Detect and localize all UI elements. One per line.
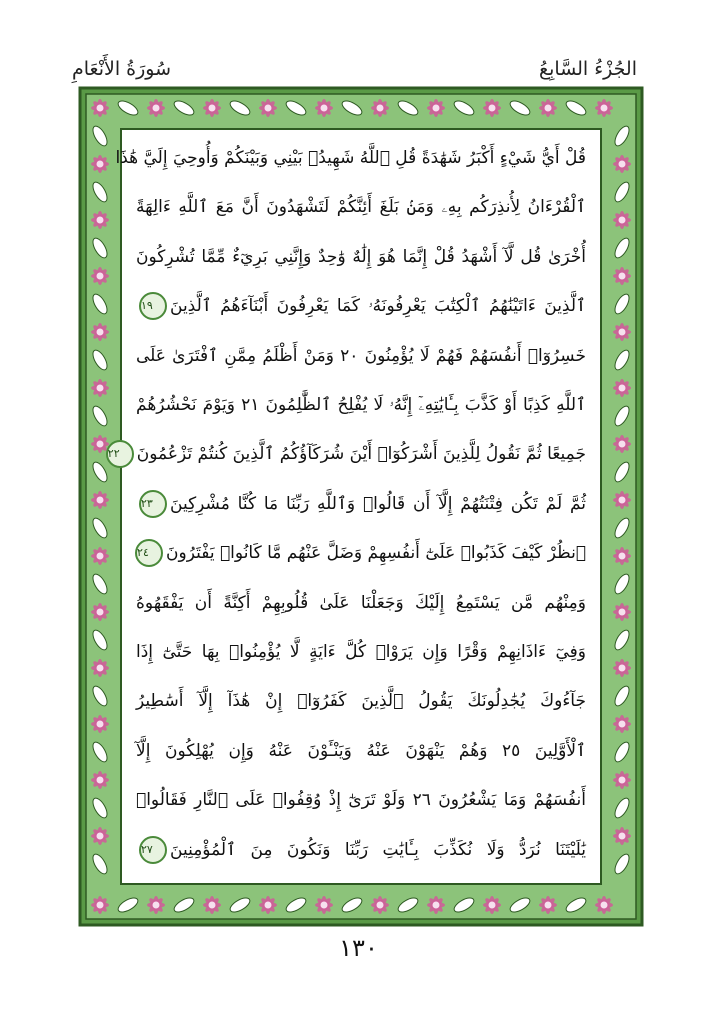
flower-ornament xyxy=(613,379,631,397)
flower-ornament xyxy=(91,603,109,621)
verse-text: جَآءُوكَ يُجَٰدِلُونَكَ يَقُولُ ٱلَّذِينَ كَفَرُوٓا۟ إِنْ هَٰذَآ إِلَّآ أَسَٰطِيرُ xyxy=(136,691,586,712)
flower-ornament xyxy=(427,99,445,117)
verse-text: أَنفُسَهُمْ وَمَا يَشْعُرُونَ ٢٦ وَلَوْ تَرَىٰٓ إِذْ وُقِفُوا۟ عَلَى ٱلنَّارِ فَقَالُوا۟ xyxy=(136,790,586,811)
verse-line xyxy=(136,826,586,874)
verse-text: وَمِنْهُم مَّن يَسْتَمِعُ إِلَيْكَ وَجَعَلْنَا عَلَىٰ قُلُوبِهِمْ أَكِنَّةً أَن يَفْقَهُوهُ xyxy=(136,592,586,613)
flower-ornament xyxy=(315,99,333,117)
verse-text: يَٰلَيْتَنَا نُرَدُّ وَلَا نُكَذِّبَ بِـَٔايَٰتِ رَبِّنَا وَنَكُونَ مِنَ ٱلْمُؤْمِنِينَ xyxy=(170,839,586,860)
flower-ornament xyxy=(613,547,631,565)
flower-ornament xyxy=(203,99,221,117)
flower-ornament xyxy=(613,827,631,845)
flower-ornament xyxy=(613,323,631,341)
flower-ornament xyxy=(91,99,109,117)
verse-text: ثُمَّ لَمْ تَكُن فِتْنَتُهُمْ إِلَّآ أَن قَالُوا۟ وَٱللَّهِ رَبِّنَا مَا كُنَّا مُشْرِكِينَ xyxy=(170,493,586,514)
text-panel xyxy=(107,128,602,885)
flower-ornament xyxy=(483,896,501,914)
flower-ornament xyxy=(613,435,631,453)
verse-text: ٱنظُرْ كَيْفَ كَذَبُوا۟ عَلَىٰٓ أَنفُسِهِمْ وَضَلَّ عَنْهُم مَّا كَانُوا۟ يَفْتَرُونَ xyxy=(166,543,586,564)
flower-ornament xyxy=(91,827,109,845)
verse-text: أُخْرَىٰ قُل لَّآ أَشْهَدُ قُلْ إِنَّمَا هُوَ إِلَٰهٌ وَٰحِدٌ وَإِنَّنِي بَرِيٓءٌ مِّمَّا تُشْرِكُونَ xyxy=(136,246,586,267)
verse-text: خَسِرُوٓا۟ أَنفُسَهُمْ فَهُمْ لَا يُؤْمِنُونَ ٢٠ وَمَنْ أَظْلَمُ مِمَّنِ ٱفْتَرَىٰ عَلَى xyxy=(136,345,586,366)
flower-ornament xyxy=(259,99,277,117)
verse-line xyxy=(136,282,586,330)
ayah-number-marker: ٢٢ xyxy=(106,440,134,468)
flower-ornament xyxy=(91,659,109,677)
verse-line xyxy=(136,183,586,231)
flower-ornament xyxy=(315,896,333,914)
flower-ornament xyxy=(91,323,109,341)
flower-ornament xyxy=(91,715,109,733)
verse-line xyxy=(136,233,586,281)
juz-name-header: الجُزْءُ السَّابِعُ xyxy=(539,58,637,80)
flower-ornament xyxy=(91,491,109,509)
flower-ornament xyxy=(613,603,631,621)
flower-ornament xyxy=(91,155,109,173)
flower-ornament xyxy=(91,771,109,789)
flower-ornament xyxy=(203,896,221,914)
flower-ornament xyxy=(91,547,109,565)
verse-text: ٱلَّذِينَ ءَاتَيْنَٰهُمُ ٱلْكِتَٰبَ يَعْرِفُونَهُۥ كَمَا يَعْرِفُونَ أَبْنَآءَهُمُ ٱلَّذِينَ xyxy=(170,296,586,317)
verse-text: ٱلْأَوَّلِينَ ٢٥ وَهُمْ يَنْهَوْنَ عَنْهُ وَيَنْـَٔوْنَ عَنْهُ وَإِن يُهْلِكُونَ إِلَّآ xyxy=(136,740,586,761)
flower-ornament xyxy=(613,155,631,173)
verse-text: ٱلْقُرْءَانُ لِأُنذِرَكُم بِهِۦ وَمَنۢ بَلَغَ أَئِنَّكُمْ لَتَشْهَدُونَ أَنَّ مَعَ ٱللَّهِ ءَالِهَةً xyxy=(136,197,586,218)
verse-line xyxy=(115,134,586,182)
flower-ornament xyxy=(595,99,613,117)
ayah-number-marker: ٢٧ xyxy=(139,836,167,864)
flower-ornament xyxy=(613,491,631,509)
flower-ornament xyxy=(613,771,631,789)
verse-line xyxy=(136,727,586,775)
verse-line xyxy=(136,480,586,528)
ayah-number-marker: ٢٤ xyxy=(135,539,163,567)
verse-line xyxy=(136,332,586,380)
verse-line xyxy=(136,381,586,429)
verse-text: قُلْ أَيُّ شَيْءٍ أَكْبَرُ شَهَٰدَةً قُلِ ٱللَّهُ شَهِيدُۢ بَيْنِي وَبَيْنَكُمْ وَأُوحِيَ إِلَيَّ هَٰذَا xyxy=(115,148,586,168)
verse-line xyxy=(136,579,586,627)
verse-line xyxy=(136,677,586,725)
page-number: ١٣٠ xyxy=(339,934,378,962)
ayah-number-marker: ٢٣ xyxy=(139,490,167,518)
flower-ornament xyxy=(91,267,109,285)
flower-ornament xyxy=(539,896,557,914)
flower-ornament xyxy=(91,896,109,914)
flower-ornament xyxy=(483,99,501,117)
flower-ornament xyxy=(595,896,613,914)
flower-ornament xyxy=(613,715,631,733)
flower-ornament xyxy=(539,99,557,117)
flower-ornament xyxy=(91,379,109,397)
verse-line xyxy=(107,430,586,478)
verse-line xyxy=(136,529,586,577)
flower-ornament xyxy=(371,99,389,117)
ayah-number-marker: ١٩ xyxy=(139,292,167,320)
flower-ornament xyxy=(147,896,165,914)
flower-ornament xyxy=(91,211,109,229)
verse-text: ٱللَّهِ كَذِبًا أَوْ كَذَّبَ بِـَٔايَٰتِهِۦٓ إِنَّهُۥ لَا يُفْلِحُ ٱلظَّٰلِمُونَ ٢١ وَيَوْمَ نَحْشُرُهُمْ xyxy=(136,395,586,415)
flower-ornament xyxy=(259,896,277,914)
flower-ornament xyxy=(371,896,389,914)
flower-ornament xyxy=(427,896,445,914)
flower-ornament xyxy=(613,659,631,677)
verse-text: جَمِيعًا ثُمَّ نَقُولُ لِلَّذِينَ أَشْرَكُوٓا۟ أَيْنَ شُرَكَآؤُكُمُ ٱلَّذِينَ كُنتُمْ تَزْعُمُونَ xyxy=(136,444,586,465)
verse-line xyxy=(136,776,586,824)
verse-line xyxy=(136,628,586,676)
surah-name-header: سُورَةُ الأَنْعَامِ xyxy=(72,58,172,80)
flower-ornament xyxy=(613,267,631,285)
flower-ornament xyxy=(147,99,165,117)
verse-text: وَفِيٓ ءَاذَانِهِمْ وَقْرًا وَإِن يَرَوْا۟ كُلَّ ءَايَةٍ لَّا يُؤْمِنُوا۟ بِهَا حَتَّىٰٓ إِذَا xyxy=(136,642,586,662)
flower-ornament xyxy=(613,211,631,229)
